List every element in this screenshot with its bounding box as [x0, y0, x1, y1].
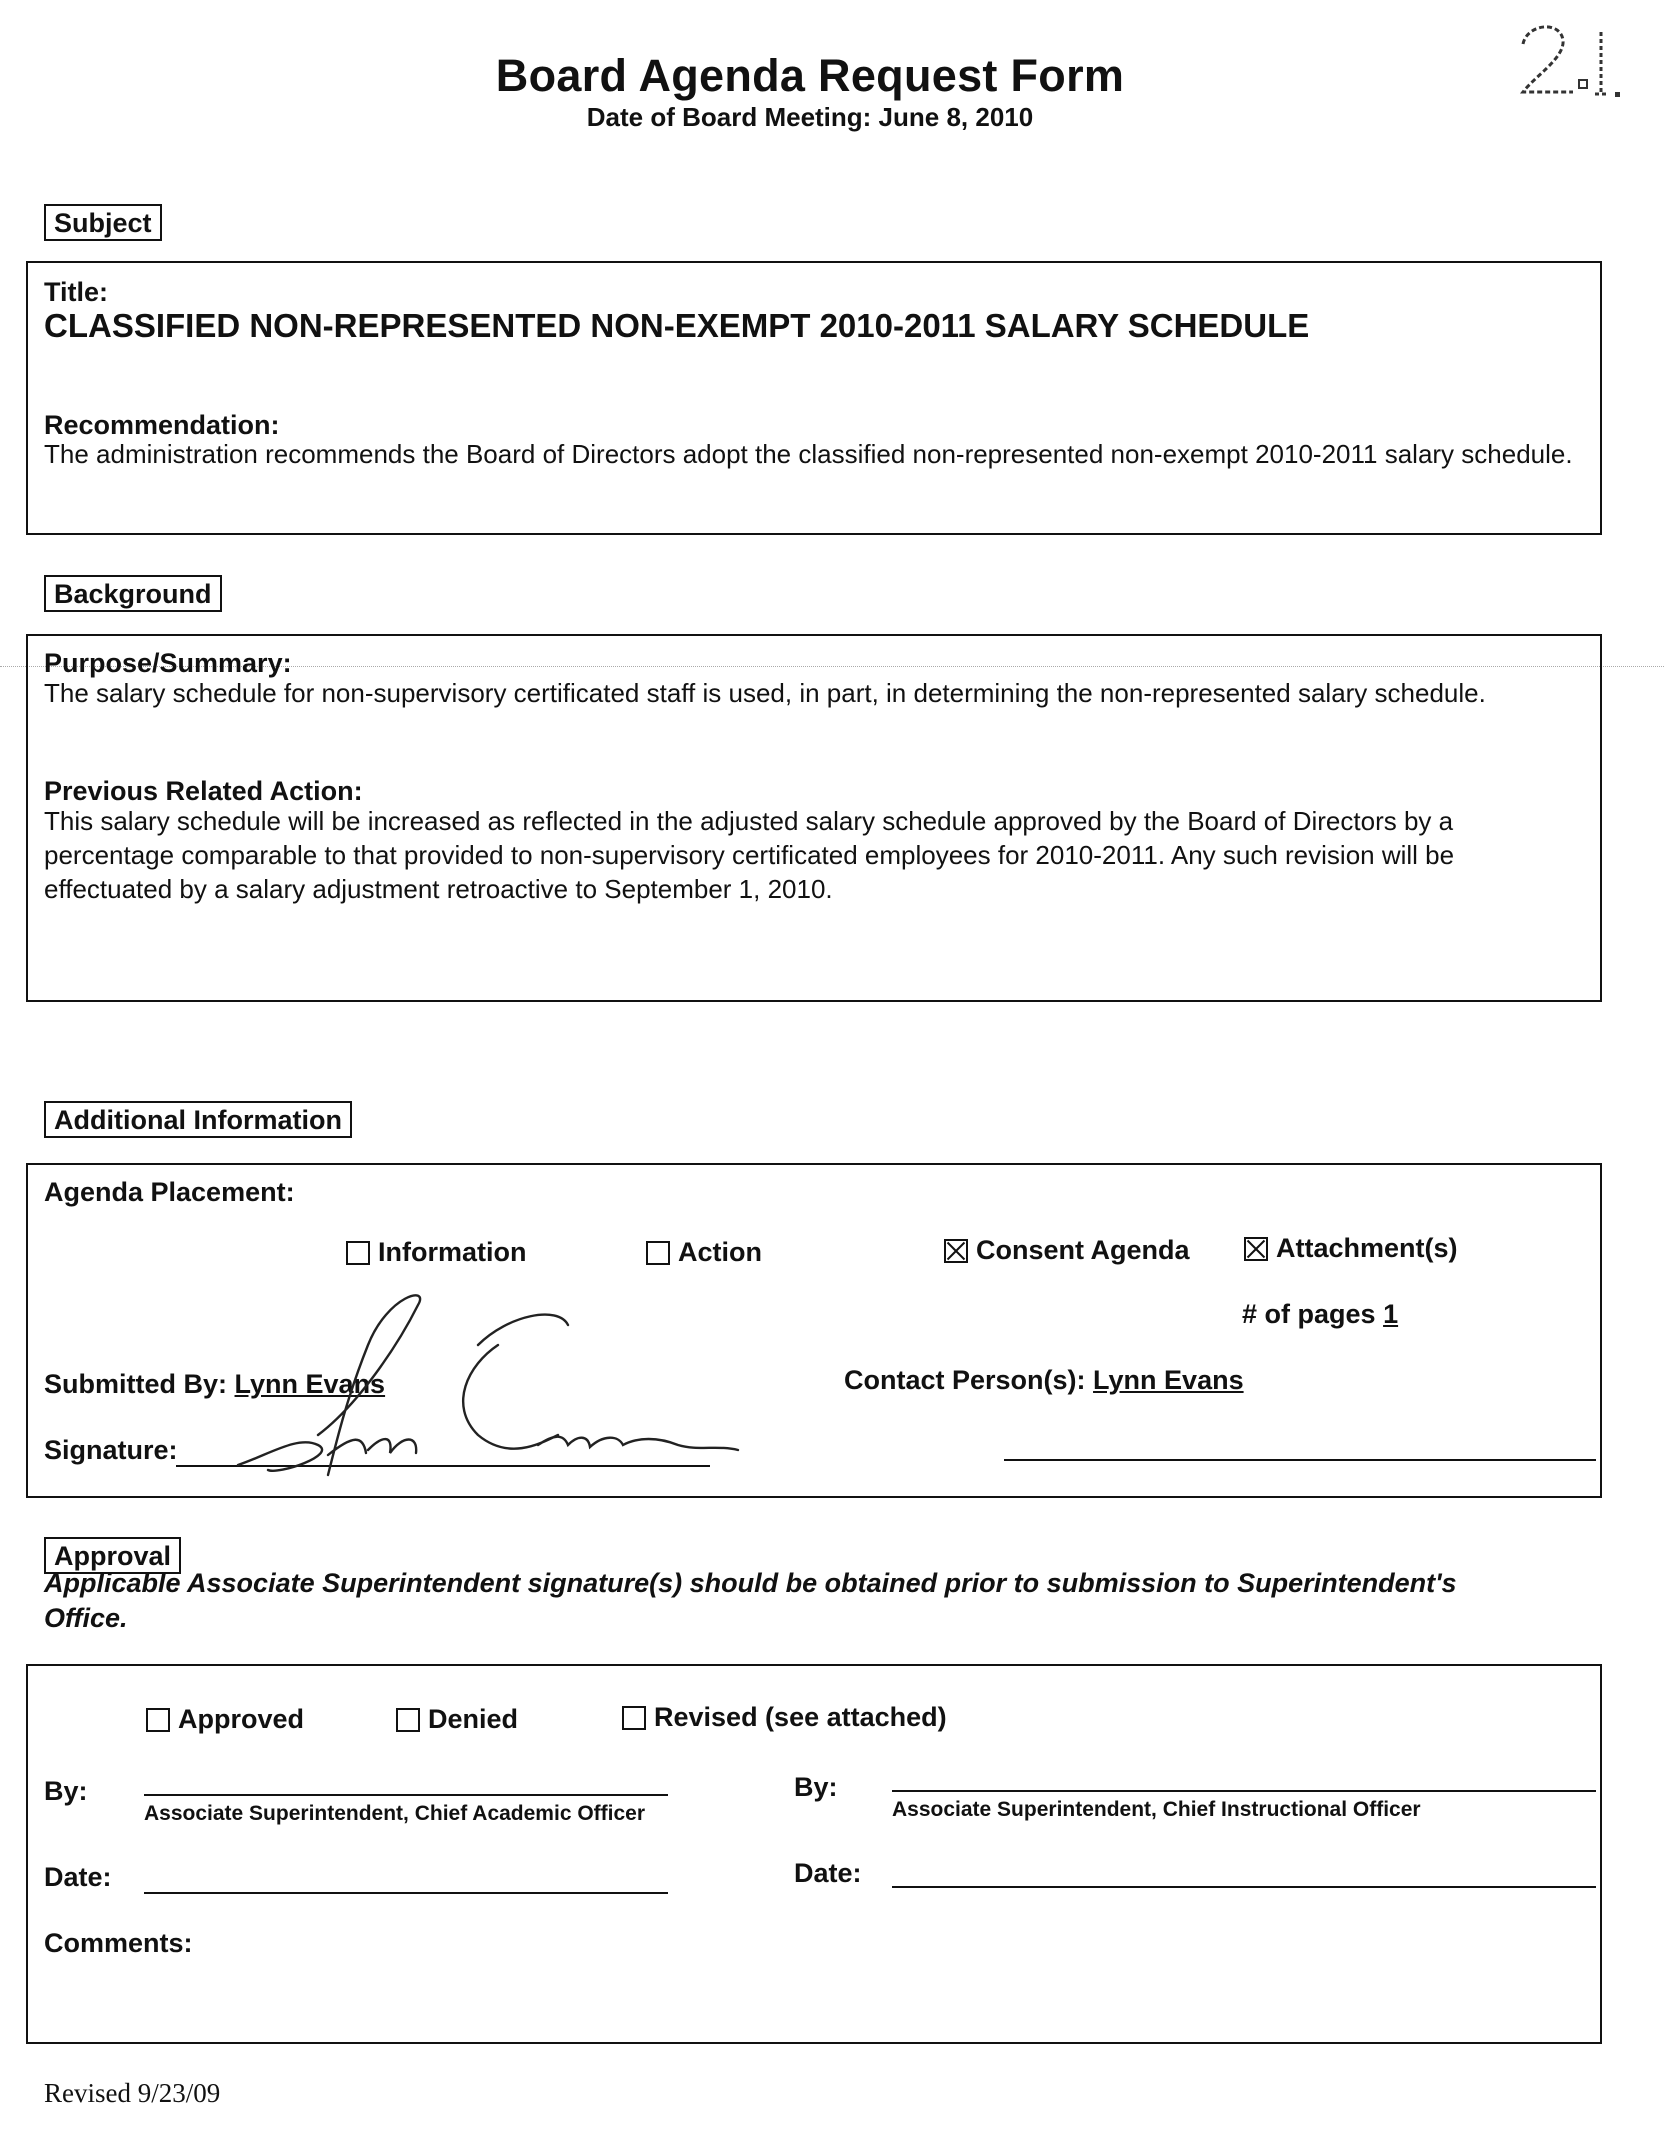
denied-label: Denied	[428, 1704, 519, 1734]
approved-label: Approved	[178, 1704, 305, 1734]
consent-agenda-option[interactable]	[944, 1235, 1190, 1266]
previous-action-text: This salary schedule will be increased as reflected in the adjusted salary schedule approved by the Board of Directors by a percentage comparable to that provided to non-supervisory certificated employees for 2010-2011. Any such revision will be effectuated by a salary adjustment retroactive to September 1, 2010.	[44, 806, 1455, 904]
date-label-right: Date:	[794, 1858, 862, 1888]
handwritten-page-number	[1515, 14, 1625, 104]
contact-person-value: Lynn Evans	[1093, 1365, 1244, 1395]
approved-option[interactable]	[146, 1704, 304, 1735]
title-value: CLASSIFIED NON-REPRESENTED NON-EXEMPT 2010-2011 SALARY SCHEDULE	[44, 307, 1310, 344]
form-title: Board Agenda Request Form	[495, 50, 1125, 101]
revised-checkbox[interactable]	[622, 1706, 646, 1730]
date-line-right[interactable]	[892, 1886, 1596, 1888]
action-option[interactable]	[646, 1237, 762, 1268]
subject-tag: Subject	[44, 204, 162, 241]
approval-box	[26, 1664, 1602, 2044]
pages-count	[1242, 1299, 1398, 1330]
background-tag: Background	[44, 575, 222, 612]
purpose-text: The salary schedule for non-supervisory certificated staff is used, in part, in determining the non-represented salary schedule.	[44, 678, 1486, 708]
left-signer-title: Associate Superintendent, Chief Academic Officer	[144, 1802, 646, 1825]
action-checkbox[interactable]	[646, 1241, 670, 1265]
pages-label: # of pages	[1242, 1299, 1376, 1329]
revised-option[interactable]	[622, 1702, 947, 1733]
denied-checkbox[interactable]	[396, 1708, 420, 1732]
approved-checkbox[interactable]	[146, 1708, 170, 1732]
attachments-checkbox[interactable]	[1244, 1237, 1268, 1261]
by-label-right: By:	[794, 1772, 838, 1802]
approval-note: Applicable Associate Superintendent signature(s) should be obtained prior to submission to Superintendent's Office.	[44, 1568, 1457, 1633]
recommendation-label: Recommendation:	[44, 410, 280, 440]
contact-person	[844, 1365, 1244, 1396]
previous-action-label: Previous Related Action:	[44, 776, 363, 806]
information-option[interactable]	[346, 1237, 527, 1268]
additional-info-box	[26, 1163, 1602, 1498]
contact-signature-line[interactable]	[1004, 1459, 1596, 1461]
by-line-left[interactable]	[144, 1794, 668, 1796]
revised-footer: Revised 9/23/09	[44, 2078, 221, 2108]
approval-tag: Approval	[44, 1537, 181, 1574]
attachments-label: Attachment(s)	[1276, 1233, 1458, 1263]
consent-agenda-label: Consent Agenda	[976, 1235, 1190, 1265]
date-label-left: Date:	[44, 1862, 112, 1892]
attachments-option[interactable]	[1244, 1233, 1458, 1264]
information-label: Information	[378, 1237, 527, 1267]
submitted-by-label: Submitted By:	[44, 1369, 228, 1399]
contact-person-label: Contact Person(s):	[844, 1365, 1086, 1395]
signature-label: Signature:	[44, 1435, 178, 1465]
agenda-placement-label: Agenda Placement:	[44, 1177, 295, 1207]
handwritten-signature	[178, 1285, 758, 1485]
title-label: Title:	[44, 277, 109, 307]
recommendation-text: The administration recommends the Board of Directors adopt the classified non-represented non-exempt 2010-2011 salary schedule.	[44, 439, 1573, 469]
pages-value: 1	[1383, 1299, 1399, 1329]
right-signer-title: Associate Superintendent, Chief Instructional Officer	[892, 1798, 1421, 1821]
submitted-by-value: Lynn Evans	[234, 1369, 386, 1399]
denied-option[interactable]	[396, 1704, 518, 1735]
purpose-label: Purpose/Summary:	[44, 648, 292, 678]
action-label: Action	[678, 1237, 762, 1267]
date-line-left[interactable]	[144, 1892, 668, 1894]
information-checkbox[interactable]	[346, 1241, 370, 1265]
meeting-date: Date of Board Meeting: June 8, 2010	[586, 102, 1034, 132]
consent-agenda-checkbox[interactable]	[944, 1239, 968, 1263]
by-line-right[interactable]	[892, 1790, 1596, 1792]
revised-label: Revised (see attached)	[654, 1702, 947, 1732]
subject-box	[26, 261, 1602, 535]
by-label-left: By:	[44, 1776, 88, 1806]
comments-label: Comments:	[44, 1928, 193, 1958]
background-box	[26, 634, 1602, 1002]
additional-info-tag: Additional Information	[44, 1101, 352, 1138]
